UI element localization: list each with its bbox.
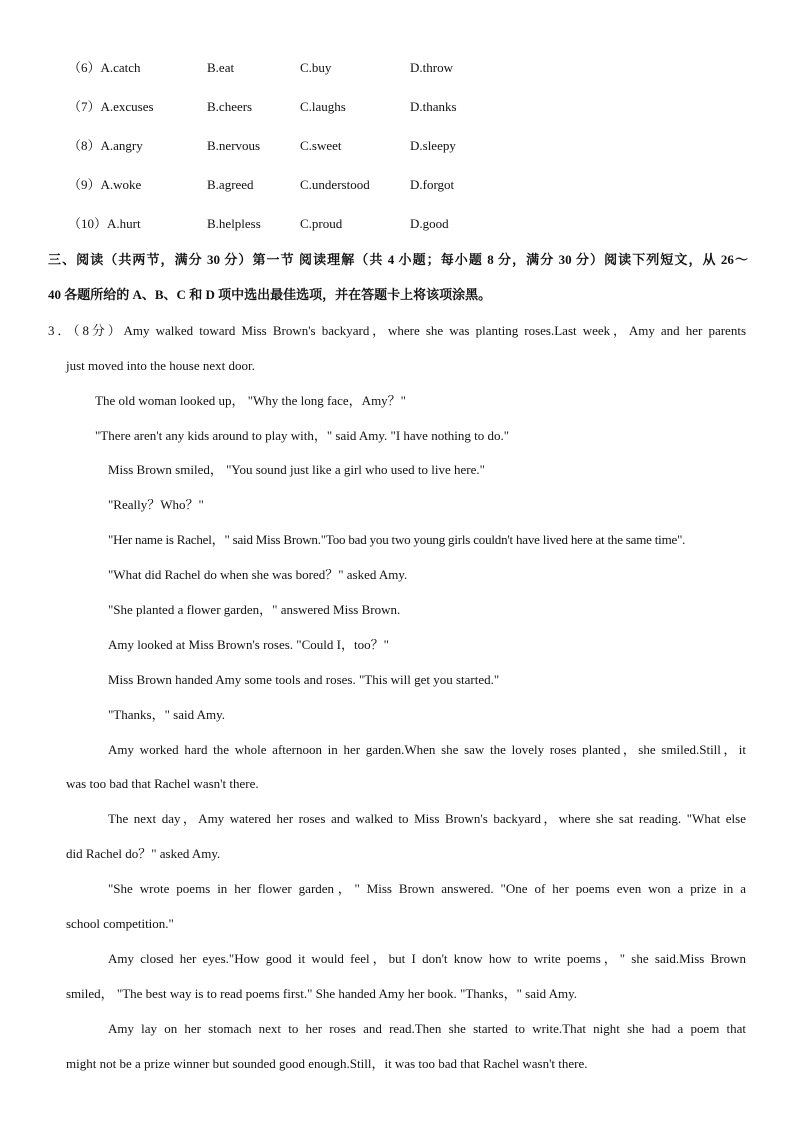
option-c: C.proud <box>300 216 343 231</box>
option-c: C.laughs <box>300 99 346 114</box>
passage-line: The next day，Amy watered her roses and walked to Miss Brown's backyard，where she sat reading. "What else <box>108 811 746 826</box>
passage-line: Amy worked hard the whole afternoon in her garden.When she saw the lovely roses planted，she smiled.Still，it <box>108 742 746 757</box>
passage-line: "Thanks，" said Amy. <box>108 707 226 722</box>
passage-line: 3．（8分）Amy walked toward Miss Brown's backyard，where she was planting roses.Last week，Amy and her parents <box>48 323 746 338</box>
option-c: C.understood <box>300 177 370 192</box>
section-heading-line-1: 三、阅读（共两节，满分 30 分）第一节 阅读理解（共 4 小题；每小题 8 分，满分 30 分）阅读下列短文，从 26～ <box>48 252 748 267</box>
option-b: B.helpless <box>207 216 261 231</box>
option-d: D.forgot <box>410 177 455 192</box>
option-d: D.throw <box>410 60 453 75</box>
option-c: C.sweet <box>300 138 342 153</box>
passage-line: "She planted a flower garden，" answered Miss Brown. <box>108 602 401 617</box>
option-number-a: （9）A.woke <box>68 177 142 192</box>
passage-line: school competition." <box>66 916 174 931</box>
passage-line: "Really？Who？" <box>108 497 204 512</box>
passage-line: smiled， "The best way is to read poems first." She handed Amy her book. "Thanks，" said Amy. <box>66 986 578 1001</box>
passage-line: was too bad that Rachel wasn't there. <box>66 776 259 791</box>
passage-line: "What did Rachel do when she was bored？" asked Amy. <box>108 567 408 582</box>
option-number-a: （6）A.catch <box>68 60 141 75</box>
passage-line: "There aren't any kids around to play with，" said Amy. "I have nothing to do." <box>95 428 510 443</box>
option-b: B.agreed <box>207 177 254 192</box>
option-b: B.cheers <box>207 99 253 114</box>
passage-line: just moved into the house next door. <box>66 358 255 373</box>
passage-line: Amy looked at Miss Brown's roses. "Could I，too？" <box>108 637 389 652</box>
passage-line: Miss Brown smiled， "You sound just like a girl who used to live here." <box>108 462 485 477</box>
option-d: D.thanks <box>410 99 457 114</box>
option-b: B.nervous <box>207 138 261 153</box>
passage-line: The old woman looked up， "Why the long face，Amy？" <box>95 393 406 408</box>
option-number-a: （8）A.angry <box>68 138 143 153</box>
passage-line: might not be a prize winner but sounded good enough.Still，it was too bad that Rachel wasn't there. <box>66 1056 588 1071</box>
section-heading-line-2: 40 各题所给的 A、B、C 和 D 项中选出最佳选项，并在答题卡上将该项涂黑。 <box>48 287 492 302</box>
passage-line: Amy closed her eyes."How good it would feel，but I don't know how to write poems，" she said.Miss Brown <box>108 951 746 966</box>
option-number-a: （7）A.excuses <box>68 99 154 114</box>
passage-line: did Rachel do？" asked Amy. <box>66 846 221 861</box>
option-d: D.sleepy <box>410 138 456 153</box>
passage-line: "She wrote poems in her flower garden，" Miss Brown answered. "One of her poems even won a prize in a <box>108 881 746 896</box>
passage-line: "Her name is Rachel，" said Miss Brown."Too bad you two young girls couldn't have lived here at the same time". <box>108 532 686 547</box>
option-number-a: （10）A.hurt <box>68 216 141 231</box>
passage-line: Miss Brown handed Amy some tools and roses. "This will get you started." <box>108 672 500 687</box>
option-b: B.eat <box>207 60 235 75</box>
option-c: C.buy <box>300 60 332 75</box>
option-d: D.good <box>410 216 449 231</box>
passage-line: Amy lay on her stomach next to her roses and read.Then she started to write.That night she had a poem that <box>108 1021 746 1036</box>
